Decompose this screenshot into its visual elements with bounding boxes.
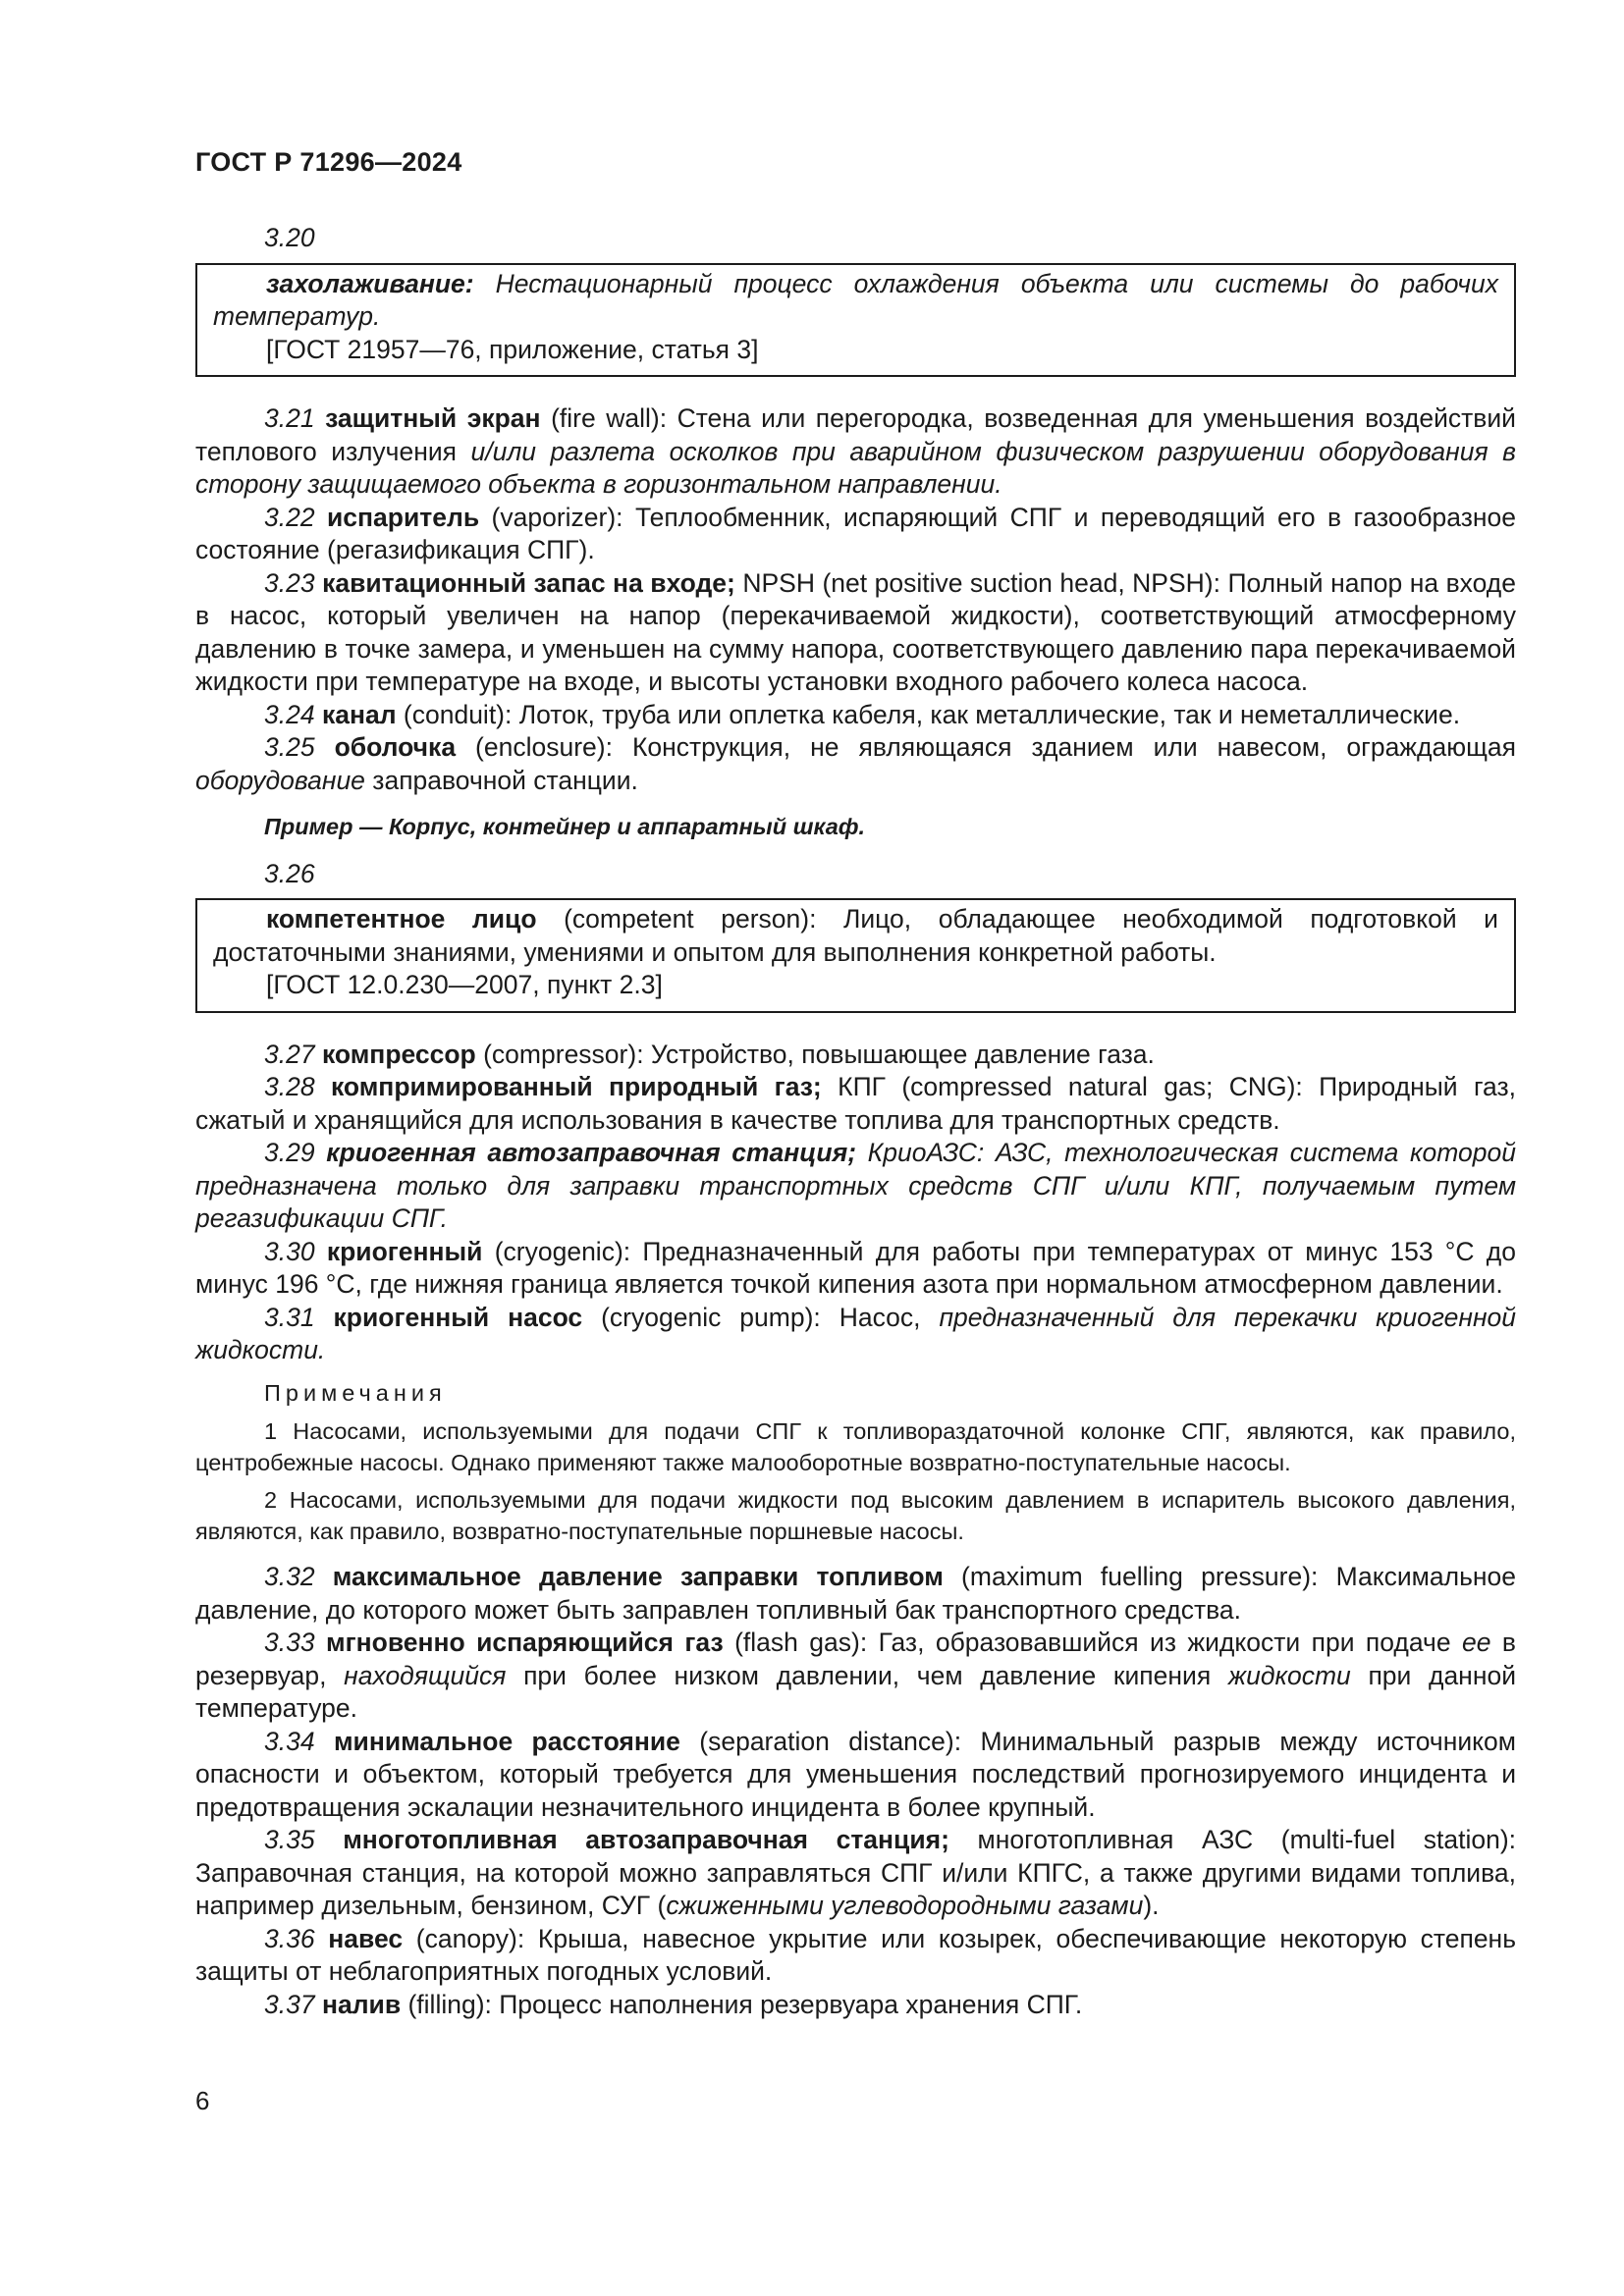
entry-3-34: 3.34 минимальное расстояние (separation distance): Минимальный разрыв между источником опасности и объектом, который требуется для уменьшения последствий прогнозируемого инцидента и предотвращения эскалации незначительного инцидента в более крупный. (195, 1726, 1516, 1822)
note-1: 1 Насосами, используемыми для подачи СПГ к топливораздаточной колонке СПГ, являются, как правило, центробежные насосы. Однако применяют также малооборотные возвратно-поступательные насосы. (195, 1418, 1516, 1475)
definition-3-20: Нестационарный процесс охлаждения объекта или системы до рабочих температур. (213, 268, 1498, 331)
term-3-32: максимальное давление заправки топливом (332, 1562, 944, 1591)
example-note: Пример — Корпус, контейнер и аппаратный шкаф. (264, 814, 866, 839)
entry-3-21: 3.21 защитный экран (fire wall): Стена или перегородка, возведенная для уменьшения воздействий теплового излучения и/или разлета осколков при аварийном физическом разрушении оборудования в сторону защищаемого объекта в горизонтальном направлении. (195, 403, 1516, 499)
term-3-30: криогенный (326, 1236, 483, 1266)
term-number-3-26: 3.26 (264, 858, 315, 888)
note-2: 2 Насосами, используемыми для подачи жидкости под высоким давлением в испаритель высокого давления, являются, как правило, возвратно-поступательные поршневые насосы. (195, 1487, 1516, 1544)
entry-3-36: 3.36 навес (canopy): Крыша, навесное укрытие или козырек, обеспечивающие некоторую степень защиты от неблагоприятных погодных условий. (195, 1923, 1516, 1986)
term-3-24: канал (321, 699, 397, 729)
term-3-21: защитный экран (325, 403, 541, 433)
term-3-25: оболочка (334, 732, 457, 762)
entry-3-27: 3.27 компрессор (compressor): Устройство, повышающее давление газа. (264, 1039, 1155, 1069)
entry-3-22: 3.22 испаритель (vaporizer): Теплообменник, испаряющий СПГ и переводящий его в газообразное состояние (регазификация СПГ). (195, 502, 1516, 564)
term-3-34: минимальное расстояние (333, 1726, 680, 1756)
term-3-23: кавитационный запас на входе; (322, 567, 735, 598)
term-3-20: захолаживание: (266, 268, 474, 298)
entry-3-31: 3.31 криогенный насос (cryogenic pump): Насос, предназначенный для перекачки криогенной жидкости. (195, 1302, 1516, 1364)
term-3-35: многотопливная автозаправочная станция; (343, 1825, 949, 1854)
entry-3-25: 3.25 оболочка (enclosure): Конструкция, не являющаяся зданием или навесом, ограждающая оборудование заправочной станции. (195, 732, 1516, 795)
term-3-33: мгновенно испаряющийся газ (326, 1628, 724, 1657)
term-number-3-20: 3.20 (264, 223, 315, 252)
entry-3-24: 3.24 канал (conduit): Лоток, труба или оплетка кабеля, как металлические, так и неметаллические. (264, 699, 1461, 729)
term-3-31: криогенный насос (333, 1302, 583, 1332)
entry-3-35: 3.35 многотопливная автозаправочная станция; многотопливная АЗС (multi-fuel station): Заправочная станция, на которой можно заправляться СПГ и/или КПГС, а также другими видами топлива, например дизельным, бензином, СУГ (сжиженными углеводородными газами). (195, 1825, 1517, 1920)
quoted-term-box-3-26 (195, 898, 1516, 1013)
entry-3-30: 3.30 криогенный (cryogenic): Предназначенный для работы при температурах от минус 153 °С до минус 196 °С, где нижняя граница является точкой кипения азота при нормальном атмосферном давлении. (195, 1236, 1516, 1299)
source-3-20: [ГОСТ 21957—76, приложение, статья 3] (266, 334, 759, 364)
term-3-36: навес (328, 1923, 404, 1953)
term-3-26: компетентное лицо (266, 904, 537, 934)
entry-3-29: 3.29 криогенная автозаправочная станция; КриоАЗС: АЗС, технологическая система которой предназначена только для заправки транспортных средств СПГ и/или КПГ, получаемым путем регазификации СПГ. (195, 1138, 1516, 1233)
entry-3-33: 3.33 мгновенно испаряющийся газ (flash gas): Газ, образовавшийся из жидкости при подаче ее в резервуар, находящийся при более низком давлении, чем давление кипения жидкости при данной температуре. (195, 1628, 1516, 1723)
term-3-22: испаритель (327, 502, 480, 532)
term-3-37: налив (321, 1989, 402, 2019)
entry-3-32: 3.32 максимальное давление заправки топливом (maximum fuelling pressure): Максимальное давление, до которого может быть заправлен топливный бак транспортного средства. (195, 1562, 1516, 1625)
quoted-term-box-3-20 (195, 263, 1516, 378)
page-number: 6 (195, 2086, 210, 2115)
term-3-29: криогенная автозаправочная станция; (326, 1138, 857, 1167)
term-3-28: компримированный природный газ; (330, 1072, 822, 1101)
notes-title: Примечания (264, 1379, 447, 1406)
term-3-27: компрессор (321, 1039, 476, 1069)
definition-3-26: (competent person): Лицо, обладающее необходимой подготовкой и достаточными знаниями, умениями и опытом для выполнения конкретной работы. (213, 904, 1498, 967)
document-body (195, 222, 1516, 2021)
entry-3-28: 3.28 компримированный природный газ; КПГ (compressed natural gas; CNG): Природный газ, сжатый и хранящийся для использования в качестве топлива для транспортных средств. (195, 1072, 1516, 1135)
entry-3-23: 3.23 кавитационный запас на входе; NPSH (net positive suction head, NPSH): Полный напор на входе в насос, который увеличен на напор (перекачиваемой жидкости), соответствующий атмосферному давлению в точке замера, и уменьшен на сумму напора, соответствующего давлению пара перекачиваемой жидкости при температуре на входе, и высоты установки входного рабочего колеса насоса. (195, 567, 1516, 696)
document-header: ГОСТ Р 71296—2024 (195, 147, 462, 177)
source-3-26: [ГОСТ 12.0.230—2007, пункт 2.3] (266, 970, 663, 999)
entry-3-37: 3.37 налив (filling): Процесс наполнения резервуара хранения СПГ. (264, 1989, 1083, 2019)
